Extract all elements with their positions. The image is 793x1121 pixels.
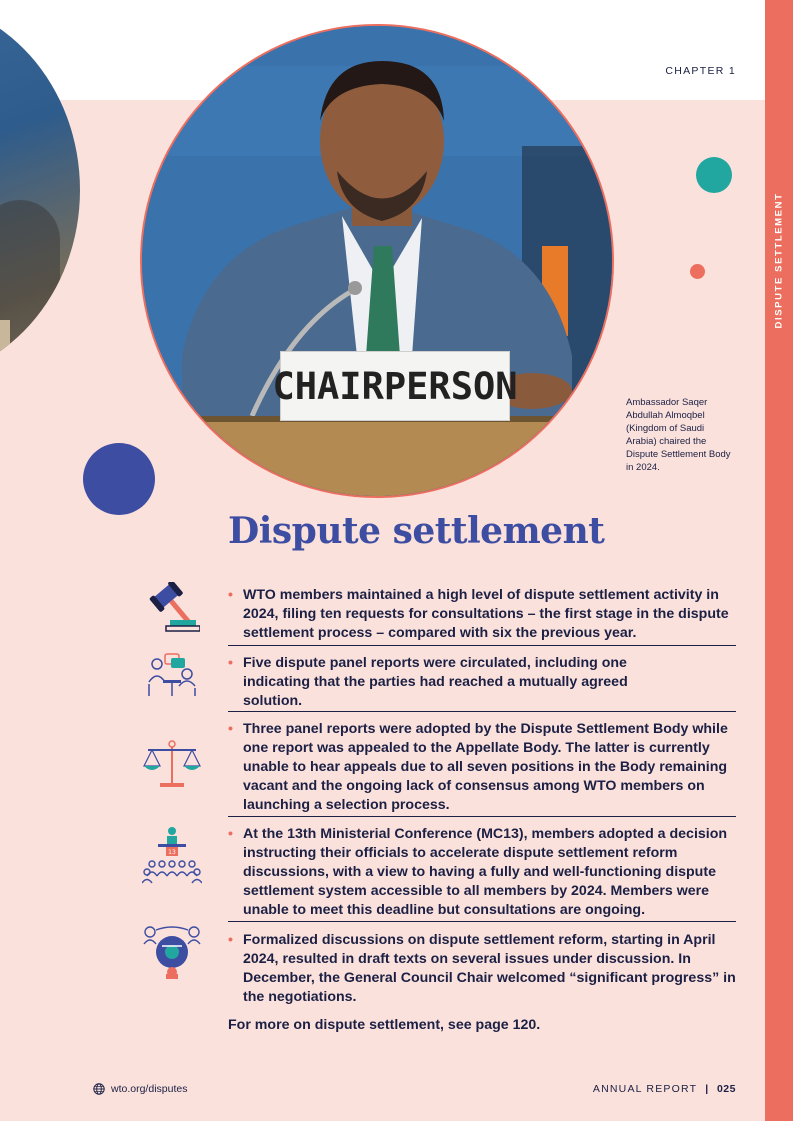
divider [228,816,736,817]
bullet-item-3 [228,720,736,815]
side-label [765,190,793,330]
chairperson-photo [140,24,614,498]
footer-page-info [593,1083,736,1095]
conference-icon [142,826,202,884]
teal-dot [696,157,732,193]
globe-icon [93,1083,105,1095]
side-label-text: DISPUTE SETTLEMENT [773,192,785,328]
bullet-text: At the 13th Ministerial Conference (MC13), members adopted a decision instructing their officials to accelerate dispute settlement reform discussions, with a view to having a fully and well-functioning dispute settlement system accessible to all members by 2024. Members were unable to meet this deadline but consultations are ongoing. [243,826,728,918]
coral-dot [690,264,705,279]
bullet-item-1 [228,586,736,643]
footer-link[interactable] [93,1083,187,1095]
chapter-side-bar [765,0,793,1121]
page-number: 025 [716,1083,736,1095]
report-name: ANNUAL REPORT [592,1083,698,1095]
footer-separator: | [705,1083,709,1095]
bullet-marker: • [228,587,233,603]
chairperson-nameplate: CHAIRPERSON [280,351,510,421]
chapter-label: CHAPTER 1 [665,65,736,77]
divider [228,645,736,646]
bullet-text: Five dispute panel reports were circulated, including one indicating that the parties had reached a mutually agreed solution. [243,655,628,709]
divider [228,711,736,712]
bullet-item-2 [228,654,648,711]
svg-text:13: 13 [168,849,176,856]
more-info-text: For more on dispute settlement, see page 120. [228,1017,541,1033]
bullet-text: WTO members maintained a high level of dispute settlement activity in 2024, filing ten requests for consultations – the first stage in the dispute settlement process – compared with six the previous year. [243,587,729,641]
gavel-icon [142,582,200,634]
bullet-item-5 [228,931,736,1007]
scales-icon [142,740,202,788]
discussion-icon [142,922,202,980]
bullet-text: Three panel reports were adopted by the Dispute Settlement Body while one report was appealed to the Appellate Body. The latter is currently unable to hear appeals due to all seven positions in the Body remaining vacant and the ongoing lack of consensus among WTO members on launching a selection process. [243,721,728,813]
photo-illustration [142,26,614,498]
bullet-marker: • [228,655,233,671]
blue-dot [83,443,155,515]
bullet-item-4 [228,825,736,920]
meeting-icon [145,652,199,698]
photo-caption: Ambassador Saqer Abdullah Almoqbel (Kingdom of Saudi Arabia) chaired the Dispute Settlement Body in 2024. [626,397,731,473]
bullet-marker: • [228,721,233,737]
divider [228,921,736,922]
bullet-text: Formalized discussions on dispute settlement reform, starting in April 2024, resulted in draft texts on several issues under discussion. In December, the General Council Chair welcomed “significant progress” in the negotiations. [243,932,736,1005]
footer-link-text[interactable]: wto.org/disputes [111,1083,188,1095]
bullet-marker: • [228,826,233,842]
bullet-marker: • [228,932,233,948]
section-title: Dispute settlement [228,510,605,552]
